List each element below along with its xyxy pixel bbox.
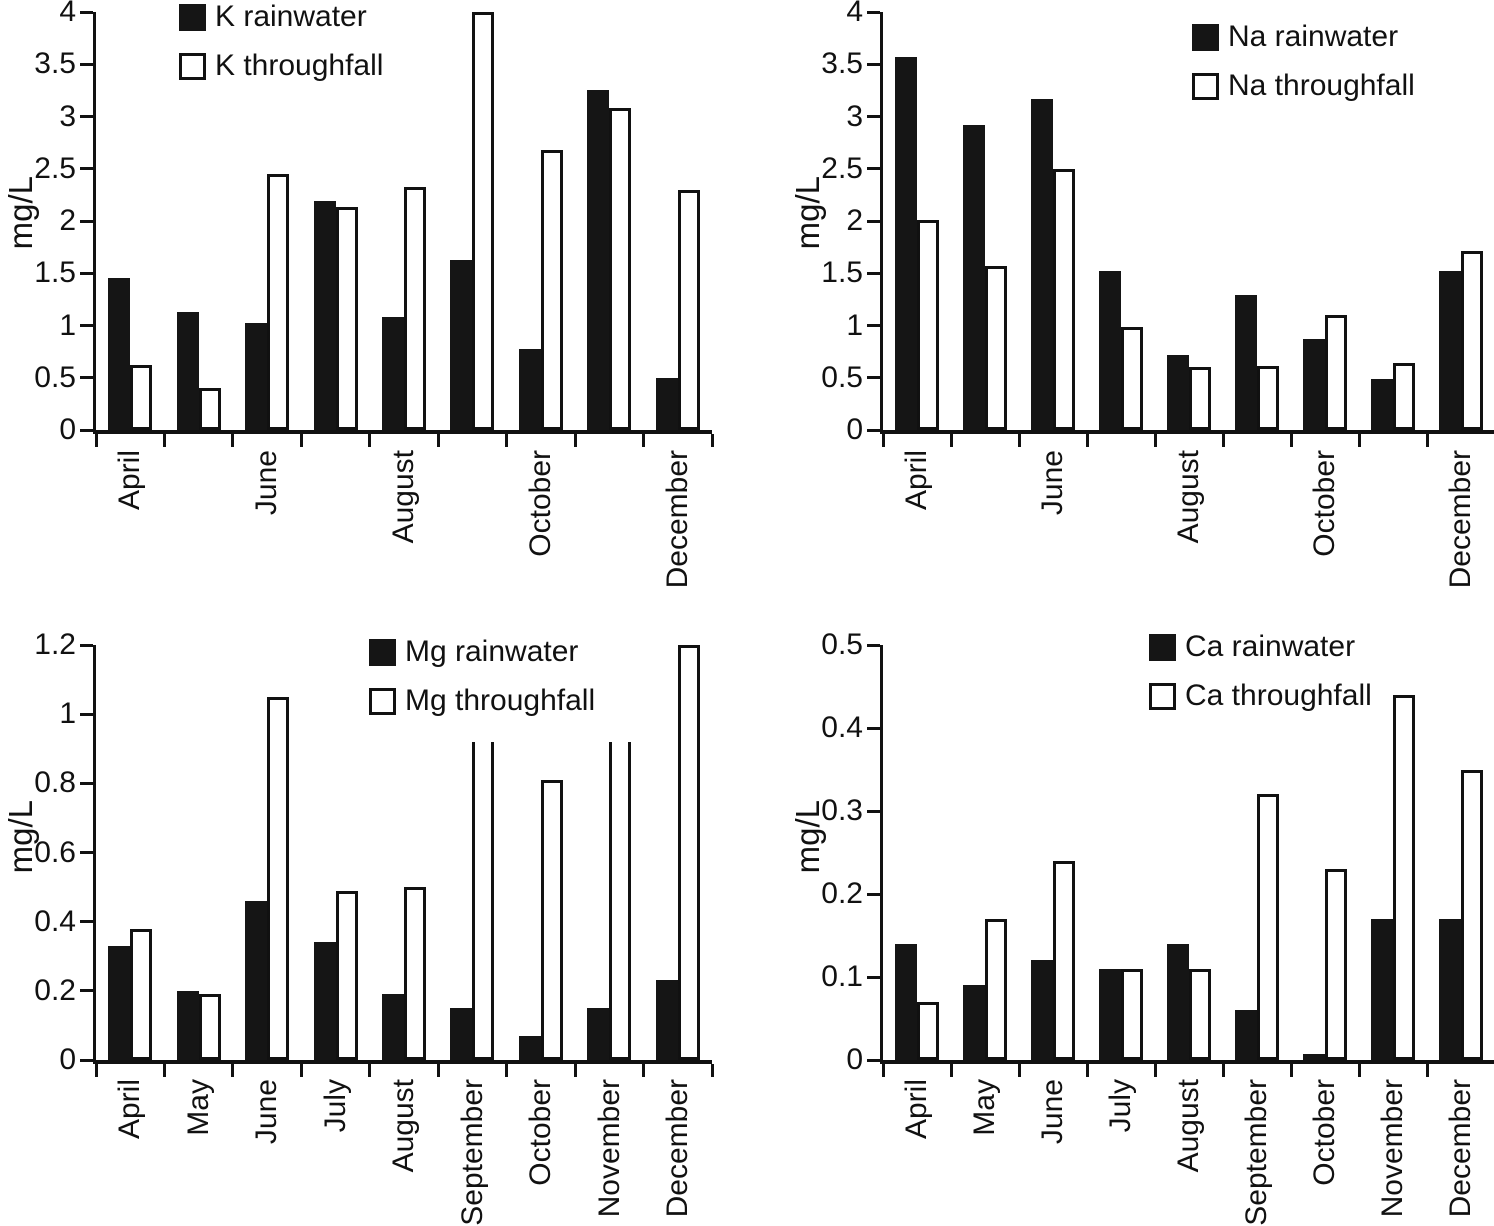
x-label-cell xyxy=(1427,1079,1494,1226)
x-label-cell xyxy=(644,450,712,588)
k-rainwater-bar-november xyxy=(587,90,609,430)
y-axis-tick xyxy=(867,376,880,379)
x-axis-tick xyxy=(1154,434,1157,447)
na-rainwater-bar-december xyxy=(1439,271,1461,430)
month-label: April xyxy=(901,1079,933,1139)
y-tick-label: 0.4 xyxy=(34,907,76,937)
k-throughfall-bar-july xyxy=(336,207,358,430)
y-tick-label: 0.5 xyxy=(821,630,863,660)
k-rainwater-bar-july xyxy=(314,201,336,430)
x-axis-labels-mg xyxy=(96,1079,712,1226)
k-rainwater-bar-august xyxy=(382,317,404,430)
month-label: December xyxy=(662,450,694,588)
ca-rainwater-bar-june xyxy=(1031,960,1053,1060)
na-throughfall-bar-may xyxy=(985,266,1007,430)
legend-item-na-throughfall xyxy=(1192,71,1415,101)
x-axis-tick xyxy=(1358,1064,1361,1077)
x-axis-tick xyxy=(1086,1064,1089,1077)
y-tick-label: 2.5 xyxy=(821,154,863,184)
na-throughfall-bar-april xyxy=(917,220,939,430)
x-label-cell xyxy=(1359,1079,1427,1226)
mg-rainwater-bar-june xyxy=(245,901,267,1060)
legend-label: Na rainwater xyxy=(1228,22,1398,52)
x-axis-labels-na xyxy=(883,450,1494,588)
ca-rainwater-swatch-icon xyxy=(1149,634,1176,661)
na-throughfall-swatch-icon xyxy=(1192,73,1219,100)
y-axis-tick xyxy=(867,167,880,170)
na-throughfall-bar-october xyxy=(1325,315,1347,430)
legend-label: K throughfall xyxy=(215,51,383,81)
y-tick-label: 0.2 xyxy=(34,976,76,1006)
x-axis-tick xyxy=(505,1064,508,1077)
month-label: December xyxy=(1445,450,1477,588)
x-axis-tick xyxy=(300,434,303,447)
mg-throughfall-bar-july xyxy=(336,891,358,1060)
x-axis-tick xyxy=(1426,434,1429,447)
x-label-cell xyxy=(951,450,1019,588)
y-tick-label: 0.8 xyxy=(34,768,76,798)
month-label: October xyxy=(1309,450,1341,557)
y-tick-label: 0.1 xyxy=(821,962,863,992)
x-axis-tick xyxy=(1426,1064,1429,1077)
month-label: August xyxy=(1173,1079,1205,1172)
y-axis-tick xyxy=(867,727,880,730)
x-axis-tick xyxy=(711,434,714,447)
chart-panel-na xyxy=(747,0,1494,612)
y-axis-title: mg/L xyxy=(4,176,37,249)
x-axis-labels-ca xyxy=(883,1079,1494,1226)
y-axis-tick xyxy=(80,644,93,647)
x-axis-tick xyxy=(368,434,371,447)
mg-throughfall-bar-november xyxy=(609,742,631,1060)
x-label-cell xyxy=(951,1079,1019,1226)
month-label: November xyxy=(1377,1079,1409,1217)
y-axis-tick xyxy=(80,115,93,118)
y-axis-tick xyxy=(80,989,93,992)
y-axis-tick xyxy=(867,976,880,979)
ca-rainwater-bar-august xyxy=(1167,944,1189,1060)
y-tick-label: 4 xyxy=(846,0,863,27)
month-label: November xyxy=(594,1079,626,1217)
ca-rainwater-bar-may xyxy=(963,985,985,1060)
x-label-cell xyxy=(1359,450,1427,588)
x-axis-tick xyxy=(950,434,953,447)
y-axis-tick xyxy=(867,220,880,223)
chart-panel-k xyxy=(0,0,747,612)
ca-throughfall-bar-june xyxy=(1053,861,1075,1060)
y-axis-tick xyxy=(867,644,880,647)
x-label-cell xyxy=(370,450,438,588)
mg-throughfall-bar-august xyxy=(404,887,426,1060)
x-label-cell xyxy=(575,1079,643,1226)
month-label: May xyxy=(183,1079,215,1136)
y-tick-label: 1 xyxy=(846,311,863,341)
k-throughfall-bar-december xyxy=(678,190,700,430)
month-label: December xyxy=(1445,1079,1477,1217)
x-label-cell xyxy=(301,1079,369,1226)
legend-label: K rainwater xyxy=(215,2,367,32)
k-rainwater-bar-september xyxy=(450,260,472,430)
ca-throughfall-bar-december xyxy=(1461,770,1483,1061)
month-label: August xyxy=(388,450,420,543)
x-label-cell xyxy=(883,1079,951,1226)
y-tick-label: 3.5 xyxy=(821,49,863,79)
y-tick-label: 0 xyxy=(846,415,863,445)
x-axis-tick xyxy=(950,1064,953,1077)
x-axis-tick xyxy=(300,1064,303,1077)
x-label-cell xyxy=(1087,450,1155,588)
month-label: July xyxy=(320,1079,352,1132)
x-label-cell xyxy=(1223,1079,1291,1226)
x-axis-tick xyxy=(231,1064,234,1077)
ca-rainwater-bar-april xyxy=(895,944,917,1060)
x-axis-tick xyxy=(505,434,508,447)
mg-rainwater-bar-october xyxy=(519,1036,541,1060)
ca-throughfall-bar-april xyxy=(917,1002,939,1060)
k-rainwater-bar-october xyxy=(519,349,541,431)
y-axis-tick xyxy=(80,376,93,379)
chart-panel-ca xyxy=(747,612,1494,1224)
x-axis-tick xyxy=(1154,1064,1157,1077)
mg-rainwater-swatch-icon xyxy=(369,639,396,666)
k-throughfall-swatch-icon xyxy=(179,53,206,80)
legend-label: Mg throughfall xyxy=(405,686,595,716)
month-label: May xyxy=(969,1079,1001,1136)
y-tick-label: 2 xyxy=(846,206,863,236)
y-tick-label: 0 xyxy=(846,1045,863,1075)
na-throughfall-bar-november xyxy=(1393,363,1415,430)
ca-rainwater-bar-december xyxy=(1439,919,1461,1060)
x-axis-tick xyxy=(437,434,440,447)
ca-rainwater-bar-july xyxy=(1099,969,1121,1060)
ca-throughfall-bar-october xyxy=(1325,869,1347,1060)
x-axis-tick xyxy=(642,434,645,447)
k-rainwater-bar-june xyxy=(245,323,267,430)
legend-item-k-throughfall xyxy=(179,51,383,81)
y-axis-tick xyxy=(867,115,880,118)
k-throughfall-bar-june xyxy=(267,174,289,430)
na-rainwater-swatch-icon xyxy=(1192,24,1219,51)
mg-rainwater-bar-december xyxy=(656,980,678,1060)
mg-rainwater-bar-april xyxy=(108,946,130,1060)
ca-throughfall-bar-november xyxy=(1393,695,1415,1060)
mg-throughfall-bar-may xyxy=(199,994,221,1060)
x-axis-tick xyxy=(231,434,234,447)
x-label-cell xyxy=(1155,450,1223,588)
month-label: June xyxy=(251,1079,283,1144)
month-label: July xyxy=(1105,1079,1137,1132)
x-axis-tick xyxy=(1018,1064,1021,1077)
y-axis-tick xyxy=(867,893,880,896)
ca-rainwater-bar-november xyxy=(1371,919,1393,1060)
x-axis-tick xyxy=(163,1064,166,1077)
y-axis-tick xyxy=(867,272,880,275)
x-axis-tick xyxy=(711,1064,714,1077)
mg-throughfall-bar-december xyxy=(678,645,700,1060)
x-label-cell xyxy=(1291,1079,1359,1226)
y-axis-title: mg/L xyxy=(791,800,824,873)
na-rainwater-bar-may xyxy=(963,125,985,430)
x-axis-tick xyxy=(95,434,98,447)
k-rainwater-swatch-icon xyxy=(179,4,206,31)
y-axis-tick xyxy=(80,1059,93,1062)
x-label-cell xyxy=(1291,450,1359,588)
ca-throughfall-bar-july xyxy=(1121,969,1143,1060)
y-tick-label: 0.3 xyxy=(821,796,863,826)
legend-label: Mg rainwater xyxy=(405,637,578,667)
na-throughfall-bar-december xyxy=(1461,251,1483,430)
legend-label: Na throughfall xyxy=(1228,71,1415,101)
legend-item-ca-throughfall xyxy=(1149,681,1372,711)
mg-rainwater-bar-august xyxy=(382,994,404,1060)
x-axis-tick xyxy=(574,1064,577,1077)
legend-item-ca-rainwater xyxy=(1149,632,1372,662)
y-tick-label: 3 xyxy=(59,102,76,132)
ca-throughfall-bar-may xyxy=(985,919,1007,1060)
y-axis-tick xyxy=(867,324,880,327)
x-axis-tick xyxy=(163,434,166,447)
mg-rainwater-bar-may xyxy=(177,991,199,1060)
na-rainwater-bar-october xyxy=(1303,339,1325,430)
k-rainwater-bar-april xyxy=(108,278,130,430)
legend-label: Ca throughfall xyxy=(1185,681,1372,711)
na-rainwater-bar-august xyxy=(1167,355,1189,430)
x-label-cell xyxy=(1155,1079,1223,1226)
x-axis-tick xyxy=(1086,434,1089,447)
na-rainwater-bar-november xyxy=(1371,379,1393,430)
y-axis-tick xyxy=(80,324,93,327)
x-label-cell xyxy=(507,1079,575,1226)
y-axis-tick xyxy=(80,713,93,716)
mg-throughfall-bar-october xyxy=(541,780,563,1060)
x-axis-tick xyxy=(1290,434,1293,447)
na-throughfall-bar-june xyxy=(1053,169,1075,430)
y-axis-tick xyxy=(80,272,93,275)
x-label-cell xyxy=(1019,1079,1087,1226)
ca-rainwater-bar-september xyxy=(1235,1010,1257,1060)
x-label-cell xyxy=(233,1079,301,1226)
x-label-cell xyxy=(233,450,301,588)
x-label-cell xyxy=(370,1079,438,1226)
y-tick-label: 0.2 xyxy=(821,879,863,909)
month-label: April xyxy=(114,450,146,510)
x-label-cell xyxy=(301,450,369,588)
y-tick-label: 0 xyxy=(59,415,76,445)
x-label-cell xyxy=(164,450,232,588)
mg-throughfall-bar-april xyxy=(130,929,152,1060)
legend-na xyxy=(1192,22,1415,120)
x-label-cell xyxy=(1427,450,1494,588)
legend-item-mg-rainwater xyxy=(369,637,595,667)
x-axis-tick xyxy=(1018,434,1021,447)
mg-rainwater-bar-november xyxy=(587,1008,609,1060)
k-throughfall-bar-april xyxy=(130,365,152,430)
y-axis-tick xyxy=(80,220,93,223)
y-axis-title: mg/L xyxy=(791,176,824,249)
month-label: August xyxy=(388,1079,420,1172)
y-tick-label: 0 xyxy=(59,1045,76,1075)
x-label-cell xyxy=(438,450,506,588)
x-label-cell xyxy=(1019,450,1087,588)
legend-mg xyxy=(369,637,595,735)
k-throughfall-bar-october xyxy=(541,150,563,430)
x-axis-tick xyxy=(1358,434,1361,447)
y-axis-tick xyxy=(80,63,93,66)
x-label-cell xyxy=(1223,450,1291,588)
k-throughfall-bar-november xyxy=(609,108,631,430)
x-axis-tick xyxy=(574,434,577,447)
x-axis-tick xyxy=(1222,434,1225,447)
month-label: April xyxy=(901,450,933,510)
y-tick-label: 3.5 xyxy=(34,49,76,79)
x-axis-tick xyxy=(368,1064,371,1077)
mg-throughfall-bar-june xyxy=(267,697,289,1060)
na-throughfall-bar-september xyxy=(1257,366,1279,430)
na-throughfall-bar-august xyxy=(1189,367,1211,430)
y-axis-tick xyxy=(80,429,93,432)
na-rainwater-bar-july xyxy=(1099,271,1121,430)
mg-rainwater-bar-july xyxy=(314,942,336,1060)
month-label: June xyxy=(1037,1079,1069,1144)
y-axis-tick xyxy=(867,810,880,813)
x-axis-labels-k xyxy=(96,450,712,588)
month-label: August xyxy=(1173,450,1205,543)
y-axis-tick xyxy=(867,1059,880,1062)
na-rainwater-bar-june xyxy=(1031,99,1053,430)
x-label-cell xyxy=(507,450,575,588)
k-rainwater-bar-december xyxy=(656,378,678,430)
legend-ca xyxy=(1149,632,1372,730)
mg-throughfall-swatch-icon xyxy=(369,688,396,715)
legend-item-k-rainwater xyxy=(179,2,383,32)
y-axis-tick xyxy=(80,782,93,785)
month-label: April xyxy=(114,1079,146,1139)
x-axis-tick xyxy=(882,1064,885,1077)
chart-panel-mg xyxy=(0,612,747,1224)
month-label: September xyxy=(1241,1079,1273,1226)
x-axis-tick xyxy=(642,1064,645,1077)
month-label: September xyxy=(457,1079,489,1226)
y-axis-tick xyxy=(867,11,880,14)
x-label-cell xyxy=(96,450,164,588)
ca-throughfall-bar-september xyxy=(1257,794,1279,1060)
x-label-cell xyxy=(164,1079,232,1226)
legend-item-na-rainwater xyxy=(1192,22,1415,52)
na-rainwater-bar-september xyxy=(1235,295,1257,430)
x-axis-tick xyxy=(1290,1064,1293,1077)
x-label-cell xyxy=(1087,1079,1155,1226)
y-axis-tick xyxy=(80,11,93,14)
y-tick-label: 2 xyxy=(59,206,76,236)
x-label-cell xyxy=(575,450,643,588)
y-tick-label: 1.5 xyxy=(34,258,76,288)
y-axis-tick xyxy=(80,851,93,854)
k-throughfall-bar-may xyxy=(199,388,221,430)
ca-throughfall-bar-august xyxy=(1189,969,1211,1060)
month-label: October xyxy=(525,450,557,557)
y-axis-title: mg/L xyxy=(4,800,37,873)
x-axis-tick xyxy=(882,434,885,447)
y-tick-label: 1 xyxy=(59,311,76,341)
month-label: October xyxy=(1309,1079,1341,1186)
y-tick-label: 1 xyxy=(59,699,76,729)
y-tick-label: 0.5 xyxy=(34,363,76,393)
x-label-cell xyxy=(438,1079,506,1226)
y-axis-tick xyxy=(867,429,880,432)
month-label: October xyxy=(525,1079,557,1186)
na-throughfall-bar-july xyxy=(1121,327,1143,430)
ca-rainwater-bar-october xyxy=(1303,1054,1325,1060)
x-axis-tick xyxy=(95,1064,98,1077)
y-axis-tick xyxy=(80,167,93,170)
y-tick-label: 1.5 xyxy=(821,258,863,288)
month-label: June xyxy=(1037,450,1069,515)
legend-label: Ca rainwater xyxy=(1185,632,1355,662)
legend-item-mg-throughfall xyxy=(369,686,595,716)
month-label: December xyxy=(662,1079,694,1217)
x-label-cell xyxy=(96,1079,164,1226)
x-axis-tick xyxy=(1222,1064,1225,1077)
y-axis-tick xyxy=(867,63,880,66)
mg-throughfall-bar-september xyxy=(472,742,494,1060)
ca-throughfall-swatch-icon xyxy=(1149,683,1176,710)
y-tick-label: 0.4 xyxy=(821,713,863,743)
x-axis-tick xyxy=(437,1064,440,1077)
y-axis-tick xyxy=(80,920,93,923)
k-rainwater-bar-may xyxy=(177,312,199,430)
k-throughfall-bar-september xyxy=(472,12,494,430)
y-tick-label: 0.6 xyxy=(34,838,76,868)
month-label: June xyxy=(251,450,283,515)
y-tick-label: 1.2 xyxy=(34,630,76,660)
y-tick-label: 0.5 xyxy=(821,363,863,393)
k-throughfall-bar-august xyxy=(404,187,426,430)
y-tick-label: 3 xyxy=(846,102,863,132)
y-tick-label: 2.5 xyxy=(34,154,76,184)
x-label-cell xyxy=(883,450,951,588)
y-tick-label: 4 xyxy=(59,0,76,27)
mg-rainwater-bar-september xyxy=(450,1008,472,1060)
x-label-cell xyxy=(644,1079,712,1226)
na-rainwater-bar-april xyxy=(895,57,917,430)
legend-k xyxy=(179,2,383,100)
